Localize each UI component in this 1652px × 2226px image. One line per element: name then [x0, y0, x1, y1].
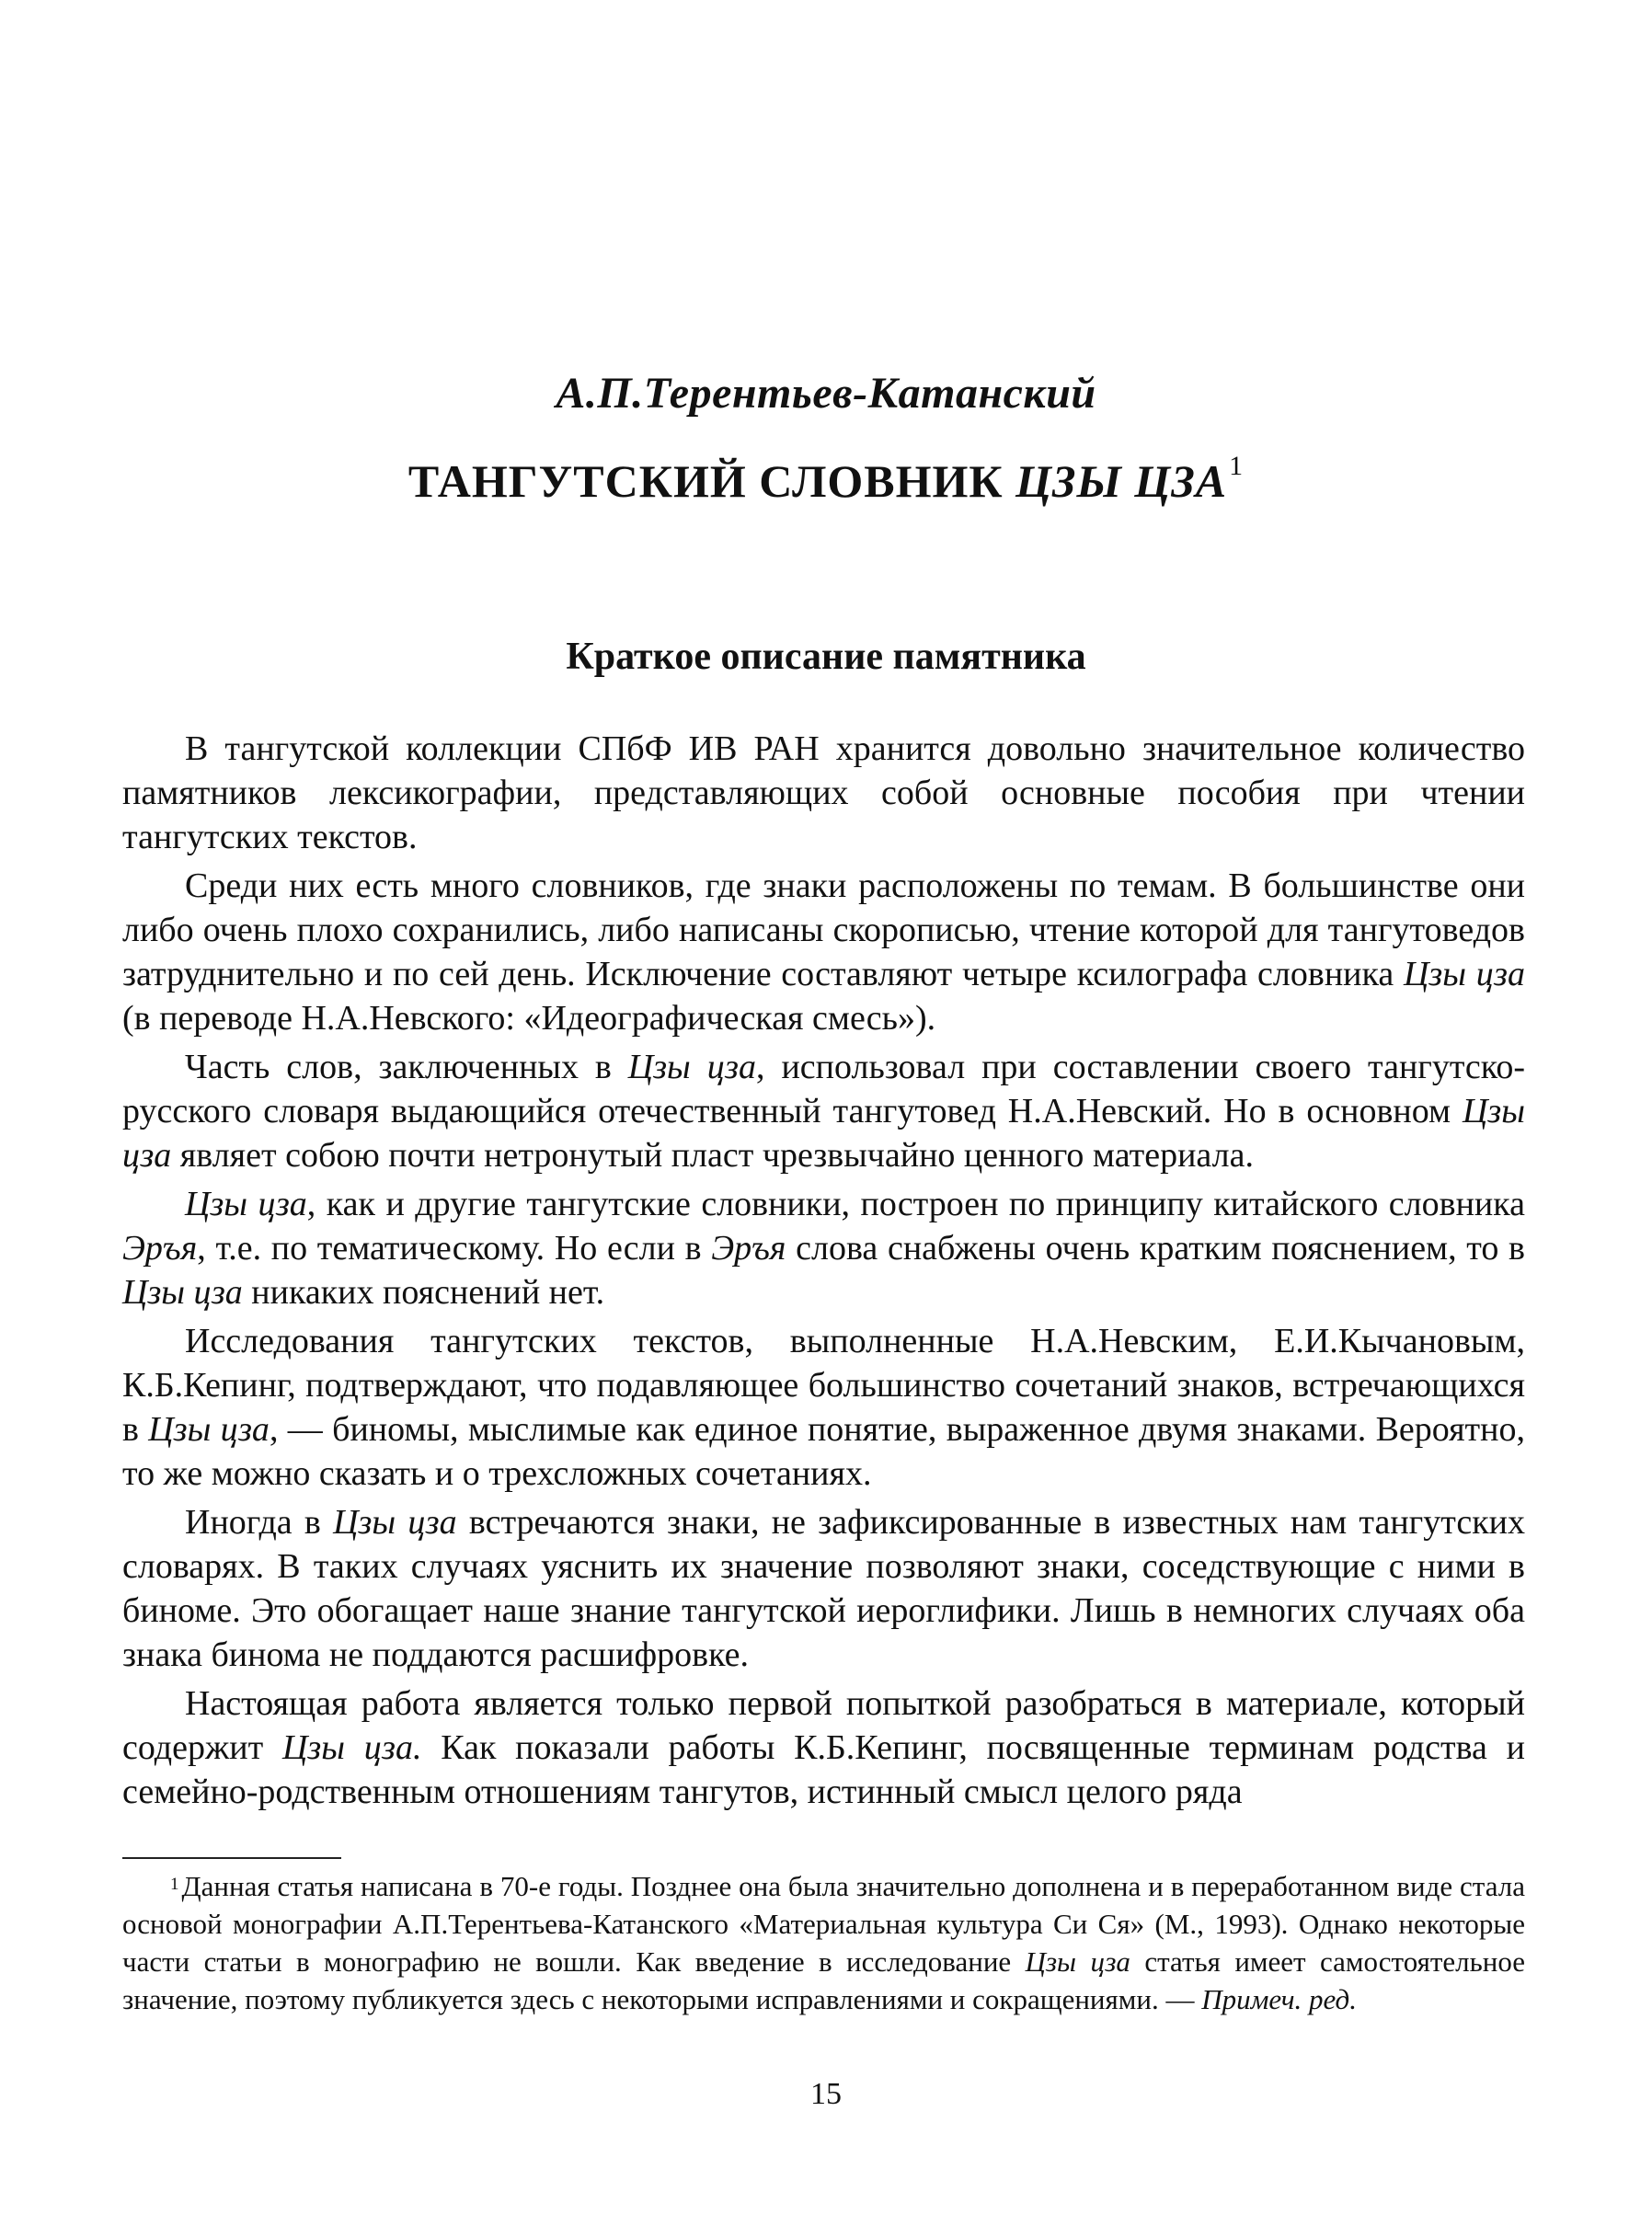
- paragraph-4-title-3: Эръя: [711, 1229, 786, 1268]
- paragraph-2: [122, 864, 1525, 1040]
- paragraph-6-text-b: встречаются знаки, не зафиксированные в известных нам тангутских словарях. В таких случаях уяснить их значение позволяют знаки, соседствующие с ними в биноме. Это обогащает наше знание тангутской иероглифики. Лишь в немногих случаях оба знака бинома не поддаются расшифровке.: [122, 1503, 1525, 1674]
- paragraph-2-text-a: Среди них есть много словников, где знаки расположены по темам. В большинстве они либо очень плохо сохранились, либо написаны скорописью, чтение которой для тангутоведов затруднительно и по сей день. Исключение составляют четыре ксилографа словника: [122, 866, 1525, 993]
- footnote-text-a: Данная статья написана в 70-е годы. Позднее она была значительно дополнена и в переработанном виде стала основой монографии А.П.Терентьева-Катанского «Материальная культура Си Ся» (М., 1993). Однако некоторые части статьи в монографию не вошли. Как введение в исследование: [122, 1870, 1525, 1978]
- title-italic: ЦЗЫ ЦЗА: [1015, 455, 1228, 507]
- paragraph-3-title-1: Цзы цза: [627, 1048, 756, 1086]
- body-text: [122, 727, 1525, 1819]
- paragraph-3-title-2: Цзы цза: [122, 1092, 1525, 1175]
- paragraph-7-text-a: Настоящая работа является только первой попыткой разобраться в материале, который содержит: [122, 1684, 1525, 1767]
- paragraph-5-text-a: Исследования тангутских текстов, выполненные Н.А.Невским, Е.И.Кычановым, К.Б.Кепинг, подтверждают, что подавляющее большинство сочетаний знаков, встречающихся в: [122, 1322, 1525, 1449]
- footnote-divider: [122, 1857, 341, 1859]
- footnote-title: Цзы цза: [1025, 1945, 1130, 1978]
- paragraph-3-text-b: , использовал при составлении своего тангутско-русского словаря выдающийся отечественный тангутовед Н.А.Невский. Но в основном: [122, 1048, 1525, 1130]
- paragraph-7-title: Цзы цза.: [281, 1728, 422, 1767]
- title-footnote-mark: 1: [1229, 451, 1245, 481]
- paragraph-7-text-b: Как показали работы К.Б.Кепинг, посвященные терминам родства и семейно-родственным отношениям тангутов, истинный смысл целого ряда: [122, 1728, 1526, 1811]
- paragraph-6-title: Цзы цза: [333, 1503, 457, 1542]
- paragraph-6: [122, 1500, 1525, 1677]
- title-main: ТАНГУТСКИЙ СЛОВНИК: [407, 455, 1004, 507]
- paragraph-4-text-a: , как и другие тангутские словники, построен по принципу китайского словника: [306, 1185, 1525, 1223]
- paragraph-4-text-c: слова снабжены очень кратким пояснением, то в: [786, 1229, 1525, 1268]
- paragraph-7: [122, 1681, 1525, 1814]
- section-heading: Краткое описание памятника: [566, 636, 1086, 678]
- footnote-text-b: статья имеет самостоятельное значение, поэтому публикуется здесь с некоторыми исправлениями и сокращениями. —: [122, 1945, 1525, 2015]
- paragraph-4-text-d: никаких пояснений нет.: [242, 1273, 605, 1312]
- paragraph-5: [122, 1319, 1525, 1496]
- paragraph-2-title: Цзы цза: [1403, 955, 1526, 993]
- paragraph-3-text-a: Часть слов, заключенных в: [185, 1048, 628, 1086]
- paragraph-5-title: Цзы цза: [148, 1410, 270, 1449]
- paragraph-4-title-4: Цзы цза: [122, 1273, 243, 1312]
- paragraph-5-text-b: , — биномы, мыслимые как единое понятие, выраженное двумя знаками. Вероятно, то же можно сказать и о трехсложных сочетаниях.: [122, 1410, 1525, 1493]
- article-title: [0, 451, 1652, 508]
- paragraph-6-text-a: Иногда в: [185, 1503, 334, 1542]
- paragraph-2-text-b: (в переводе Н.А.Невского: «Идеографическая смесь»).: [122, 999, 936, 1038]
- paragraph-3-text-c: являет собою почти нетронутый пласт чрезвычайно ценного материала.: [171, 1136, 1254, 1175]
- page-number: 15: [810, 2077, 842, 2111]
- paragraph-4-title-1: Цзы цза: [185, 1185, 307, 1223]
- author-name: А.П.Терентьев-Катанский: [556, 369, 1096, 418]
- paragraph-3: [122, 1045, 1525, 1177]
- paragraph-1: В тангутской коллекции СПбФ ИВ РАН хранится довольно значительное количество памятников лексикографии, представляющих собой основные пособия при чтении тангутских текстов.: [122, 729, 1525, 856]
- footnote-mark: 1: [170, 1875, 179, 1894]
- paragraph-4-text-b: , т.е. по тематическому. Но если в: [197, 1229, 712, 1268]
- paragraph-4-title-2: Эръя: [122, 1229, 198, 1268]
- paragraph-4: [122, 1182, 1525, 1314]
- footnote: [122, 1867, 1525, 2018]
- footnote-editor-note: Примеч. ред.: [1201, 1983, 1357, 2015]
